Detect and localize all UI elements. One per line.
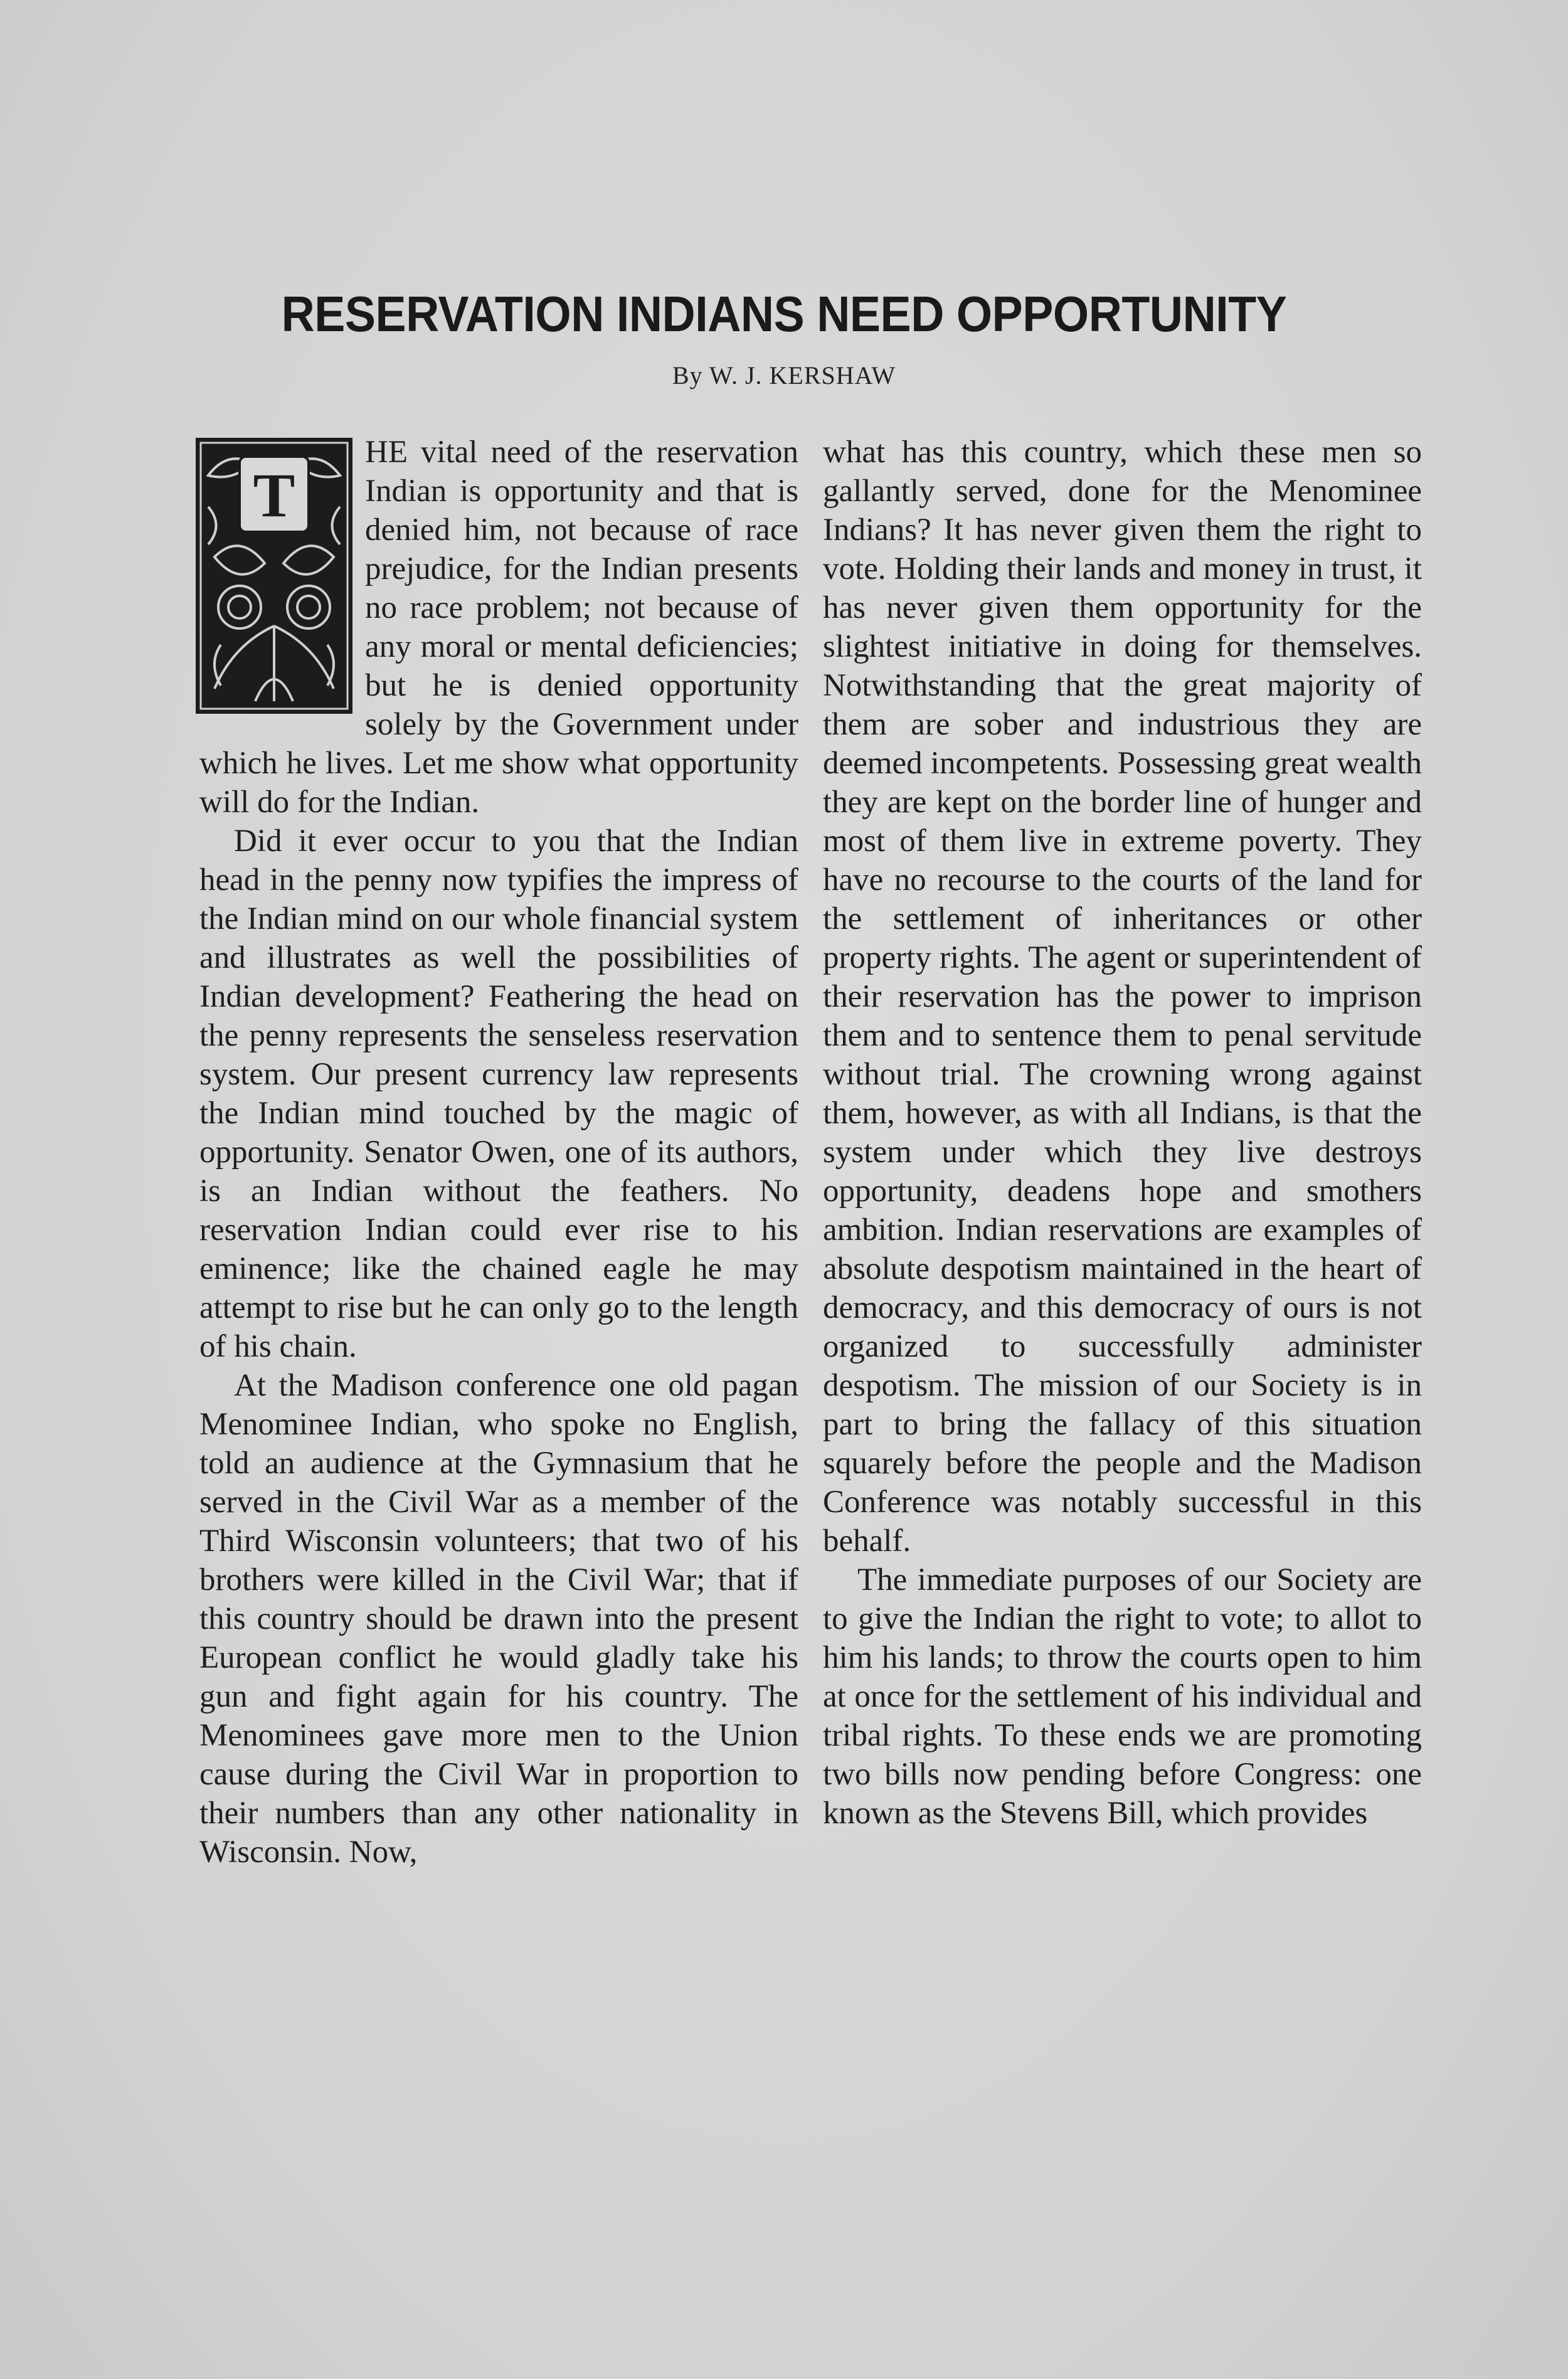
right-paragraph-2: The immediate purposes of our Society are to give the Indian the right to vote; to allot to him his lands; to throw the courts open to him at once for the settlement of his individual and tribal rights. To these ends we are promoting two bills now pending before Congress: one known as the Stevens Bill, which provides	[823, 1562, 1422, 1831]
left-paragraph-2: Did it ever occur to you that the Indian head in the penny now typifies the impress of the Indian mind on our whole financial system and illustrates as well the possibilities of Indian development? Feathering the head on the penny represents the senseless reservation system. Our present currency law represents the Indian mind touched by the magic of opportunity. Senator Owen, one of its authors, is an Indian without the feathers. No reservation Indian could ever rise to his eminence; like the chained eagle he may attempt to rise but he can only go to the length of his chain.	[199, 824, 798, 1364]
drop-cap-ornament	[196, 438, 352, 714]
left-column	[199, 433, 798, 1872]
left-paragraph-3: At the Madison conference one old pagan Menominee Indian, who spoke no English, told an audience at the Gymnasium that he served in the Civil War as a member of the Third Wisconsin volunteers; that two of his brothers were killed in the Civil War; that if this country should be drawn into the present European conflict he would gladly take his gun and fight again for his country. The Menominees gave more men to the Union cause during the Civil War in proportion to their numbers than any other nationality in Wisconsin. Now,	[199, 1368, 798, 1870]
article-byline: By W. J. KERSHAW	[672, 361, 896, 389]
right-column	[823, 433, 1422, 1833]
left-paragraph-1: HE vital need of the reservation Indian is opportunity and that is denied him, not because of race prejudice, for the Indian presents no race problem; not because of any moral or mental deficiencies; but he is denied opportunity solely by the Government under which he lives. Let me show what opportunity will do for the Indian.	[199, 435, 798, 820]
drop-cap-letter: T	[253, 460, 295, 530]
right-paragraph-1: what has this country, which these men so gallantly served, done for the Menominee Indians? It has never given them the right to vote. Holding their lands and money in trust, it has never given them opportunity for the slightest initiative in doing for themselves. Notwithstanding that the great majority of them are sober and industrious they are deemed incompetents. Possessing great wealth they are kept on the border line of hunger and most of them live in extreme poverty. They have no recourse to the courts of the land for the settlement of inheritances or other property rights. The agent or superintendent of their reservation has the power to imprison them and to sentence them to penal servitude without trial. The crowning wrong against them, however, as with all Indians, is that the system under which they live destroys opportunity, deadens hope and smothers ambition. Indian reservations are examples of absolute despotism maintained in the heart of democracy, and this democracy of ours is not organized to successfully administer despotism. The mission of our Society is in part to bring the fallacy of this situation squarely before the people and the Madison Conference was notably successful in this behalf.	[823, 435, 1422, 1559]
article-title: RESERVATION INDIANS NEED OPPORTUNITY	[281, 286, 1287, 342]
